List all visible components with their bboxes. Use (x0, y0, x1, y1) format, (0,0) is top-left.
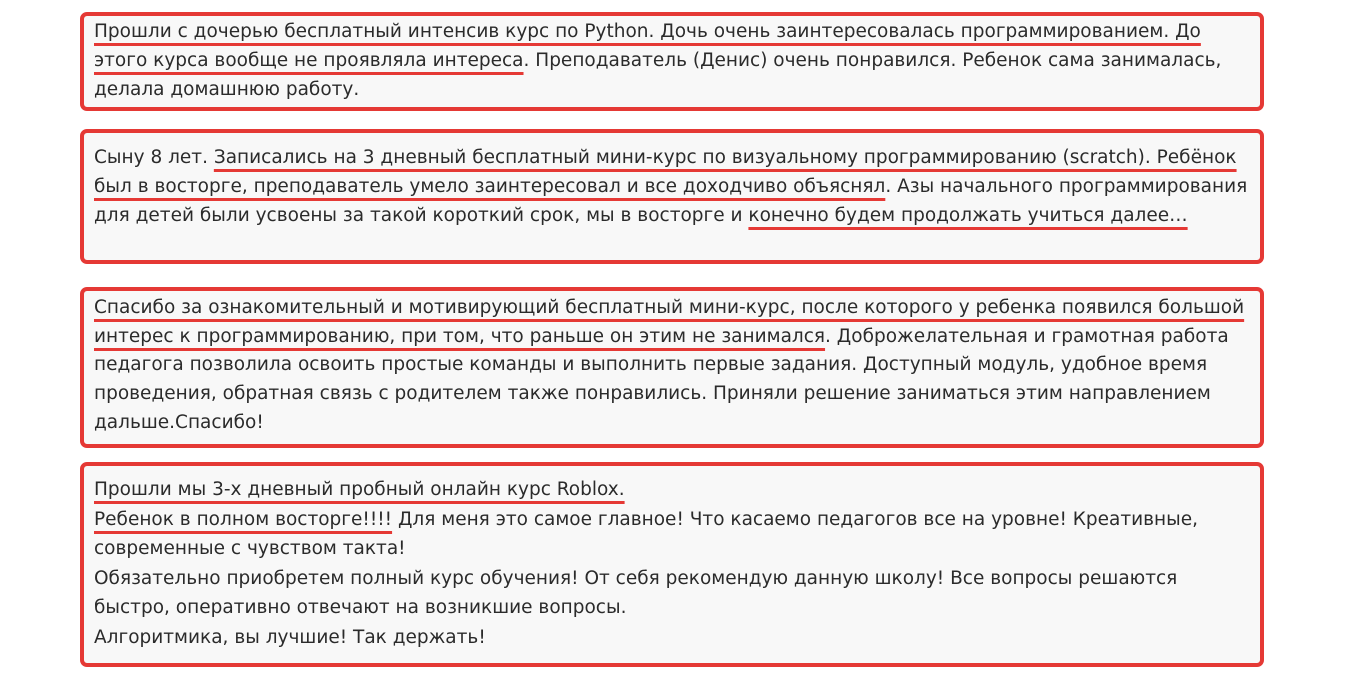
review-2-highlight-1: Записались на 3 дневный бесплатный мини-курс по визуальному программированию (scratch). Ребёнок был в восторге, преподаватель умело заинтересовал и все доходчиво объяснял (94, 147, 1237, 197)
review-3-highlight-1: Спасибо за ознакомительный и мотивирующий бесплатный мини-курс, после которого у ребенка появился большой интерес к программированию, при том, что раньше он этим не занимался (94, 297, 1245, 347)
review-2-text-part-3: . Азы начального программирования для детей были усвоены за такой короткий срок, мы в восторге и (94, 176, 1248, 226)
review-2-text-part-1: Сыну 8 лет. (94, 147, 214, 168)
review-card-3 (80, 287, 1264, 448)
review-text-4 (94, 475, 1250, 653)
review-text-2 (94, 143, 1250, 230)
review-4-text-part-4: Для меня это самое главное! Что касаемо педагогов все на уровне! Креативные, современные с чувством такта! Обязательно приобретем полный курс обучения! От себя рекомендую данную школу! Все вопросы решаются быстро, оперативно отвечают на возникшие вопросы. Алгоритмика, вы лучшие! Так держать! (94, 508, 1199, 648)
review-text-3 (94, 294, 1250, 438)
review-4-highlight-2: Ребенок в полном восторге!!!! (94, 508, 393, 530)
review-card-4 (80, 462, 1264, 667)
review-4-highlight-1: Прошли мы 3-х дневный пробный онлайн курс Roblox. (94, 479, 625, 500)
review-card-1 (80, 12, 1264, 111)
review-2-highlight-2: конечно будем продолжать учиться далее… (748, 205, 1188, 226)
review-1-text-part-2: . Преподаватель (Денис) очень понравился. Ребенок сама занималась, делала домашнюю работу. (94, 50, 1222, 100)
review-text-1 (94, 17, 1250, 104)
review-card-2 (80, 129, 1264, 264)
review-1-highlight-1: Прошли с дочерью бесплатный интенсив курс по Python. Дочь очень заинтересовалась программированием. До этого курса вообще не проявляла интереса (94, 21, 1201, 71)
review-3-text-part-2: . Доброжелательная и грамотная работа педагога позволила освоить простые команды и выполнить первые задания. Доступный модуль, удобное время проведения, обратная связь с родителем также понравились. Приняли решение заниматься этим направлением дальше.Спасибо! (94, 325, 1229, 433)
